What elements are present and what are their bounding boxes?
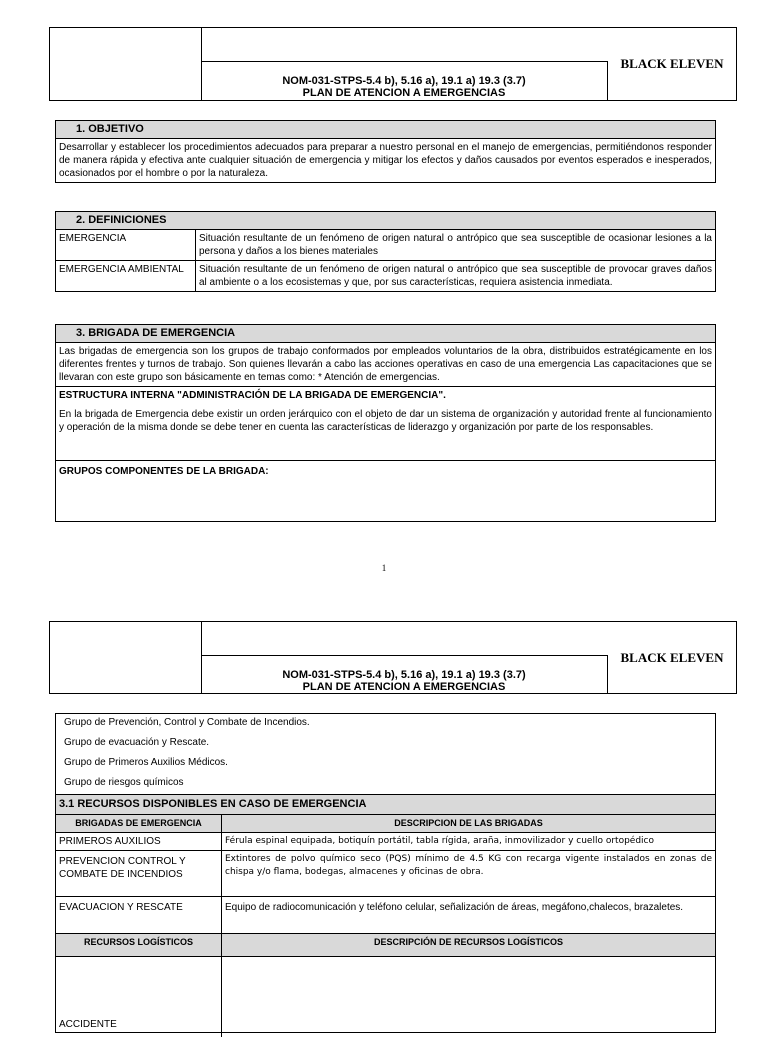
recursos-col1-header: BRIGADAS DE EMERGENCIA (56, 815, 222, 832)
company-name: BLACK ELEVEN (620, 56, 724, 71)
objetivo-text: Desarrollar y establecer los procedimientos adecuados para preparar a nuestro personal en el manejo de emergencias, permitiéndonos responder de manera rápida y efectiva ante cualquier situación de emergencia y mitigar los efectos y daños causados por eventos esperados e inesperados, ocasionados por el hombre o por la naturaleza. (59, 142, 712, 179)
header-blank-cell (201, 622, 608, 656)
norm-reference: NOM-031-STPS-5.4 b), 5.16 a), 19.1 a) 19.3 (3.7) (282, 75, 526, 87)
grupos-title: GRUPOS COMPONENTES DE LA BRIGADA: (59, 466, 269, 477)
grupo-item: Grupo de Primeros Auxilios Médicos. (64, 757, 228, 768)
logistica-col2-header: DESCRIPCIÓN DE RECURSOS LOGÍSTICOS (373, 937, 564, 947)
document-header (49, 27, 737, 101)
logistica-header-row (56, 933, 715, 956)
definition-text: Situación resultante de un fenómeno de origen natural o antrópico que sea susceptible de provocar graves daños al ambiente o a los ecosistemas y que, por sus características, requiera asistencia inmediata. (199, 264, 712, 288)
plan-title: PLAN DE ATENCION A EMERGENCIAS (302, 681, 506, 693)
objetivo-section (55, 120, 716, 183)
header-blank-cell (201, 28, 608, 62)
definiciones-title: 2. DEFINICIONES (56, 212, 715, 230)
recurso-row (56, 896, 715, 933)
page-number: 1 (381, 563, 387, 573)
definiciones-section (55, 211, 716, 292)
header-title-cell (201, 61, 608, 100)
recurso-descripcion: Equipo de radiocomunicación y teléfono celular, señalización de áreas, megáfono,chalecos, brazaletes. (225, 902, 684, 913)
definition-row (56, 260, 715, 291)
estructura-title: ESTRUCTURA INTERNA "ADMINISTRACIÓN DE LA BRIGADA DE EMERGENCIA". (59, 390, 446, 401)
definition-term: EMERGENCIA (56, 230, 196, 260)
logistica-row (56, 956, 715, 1037)
recurso-row (56, 832, 715, 850)
estructura-text: En la brigada de Emergencia debe existir un orden jerárquico con el objeto de dar un sistema de organización y autoridad frente al funcionamiento y operación de la misma donde se debe tener en cuenta las características de liderazgo y organización por parte de los responsables. (59, 409, 712, 433)
recursos-col2-header: DESCRIPCION DE LAS BRIGADAS (394, 818, 543, 828)
grupo-item: Grupo de Prevención, Control y Combate de Incendios. (64, 717, 310, 728)
recurso-brigada: PRIMEROS AUXILIOS (56, 833, 222, 850)
recurso-brigada: PREVENCION CONTROL Y COMBATE DE INCENDIOS (56, 851, 222, 896)
recursos-title: 3.1 RECURSOS DISPONIBLES EN CASO DE EMERGENCIA (56, 794, 715, 815)
logistica-col1-header: RECURSOS LOGÍSTICOS (56, 934, 222, 956)
document-header (49, 621, 737, 694)
recurso-row (56, 850, 715, 896)
recursos-header-row (56, 815, 715, 832)
objetivo-title: 1. OBJETIVO (56, 121, 715, 139)
logistica-descripcion (222, 957, 715, 1037)
recurso-brigada: EVACUACION Y RESCATE (56, 897, 222, 933)
brigada-section (55, 324, 716, 522)
brigada-intro: Las brigadas de emergencia son los grupos de trabajo conformados por empleados voluntarios de la obra, distribuidos estratégicamente en los diferentes frentes y turnos de trabajo. Son quienes llevarán a cabo las acciones operativas en caso de una emergencia Las capacitaciones que se llevaran con este grupo son básicamente en temas como: * Atención de emergencias. (59, 346, 712, 383)
recurso-descripcion: Extintores de polvo químico seco (PQS) mínimo de 4.5 KG con recarga vigente instalados en zonas de chispa y/o flama, bodegas, almacenes y oficinas de obra. (225, 854, 712, 877)
logistica-label (56, 957, 222, 1037)
brigada-title: 3. BRIGADA DE EMERGENCIA (56, 325, 715, 343)
plan-title: PLAN DE ATENCION A EMERGENCIAS (302, 87, 506, 99)
definition-text: Situación resultante de un fenómeno de origen natural o antrópico que sea susceptible de ocasionar lesiones a la persona y daños a los bienes materiales (199, 233, 712, 257)
grupo-item: Grupo de evacuación y Rescate. (64, 737, 210, 748)
grupo-item: Grupo de riesgos químicos (64, 777, 184, 788)
grupos-recursos-section (55, 713, 716, 1033)
definition-term: EMERGENCIA AMBIENTAL (56, 261, 196, 291)
company-name: BLACK ELEVEN (620, 649, 724, 665)
norm-reference: NOM-031-STPS-5.4 b), 5.16 a), 19.1 a) 19.3 (3.7) (282, 669, 526, 681)
definition-row (56, 230, 715, 260)
logistica-label-text: ACCIDENTE (59, 1019, 117, 1030)
recurso-descripcion: Férula espinal equipada, botiquín portátil, tabla rígida, araña, inmovilizador y cuello ortopédico (225, 836, 654, 846)
header-title-cell (201, 655, 608, 693)
logo-cell (50, 622, 202, 693)
logo-cell (50, 28, 202, 100)
